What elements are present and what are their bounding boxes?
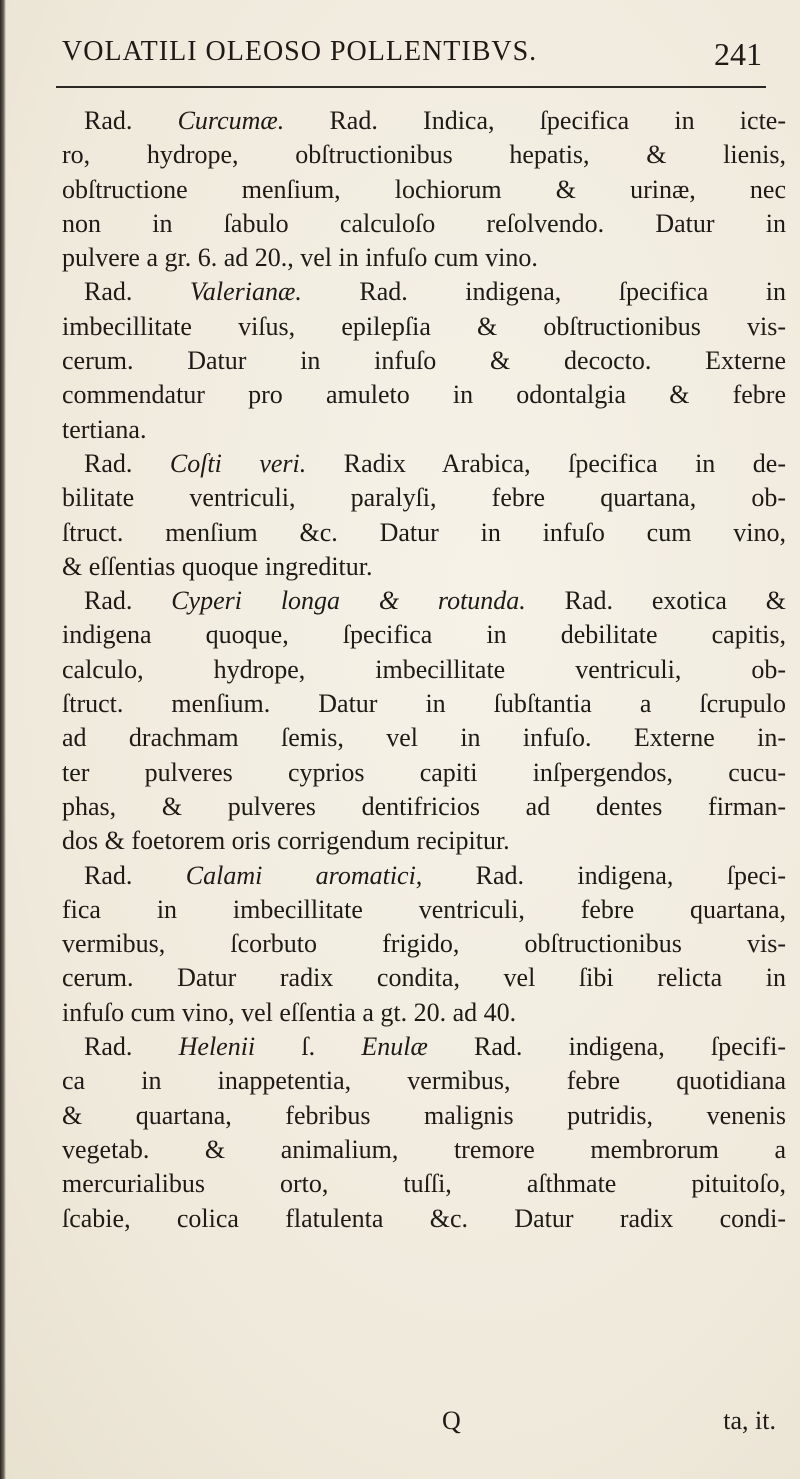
text-line xyxy=(62,584,786,618)
text-run: Rad. xyxy=(84,448,170,478)
header-rule xyxy=(56,86,766,88)
text-run: ſtruct. menſium. Datur in ſubſtantia a ſcrupulo xyxy=(62,689,786,719)
text-run: Rad. xyxy=(84,106,178,135)
text-line xyxy=(62,241,786,275)
italic-term: Helenii xyxy=(178,1032,256,1062)
text-run: imbecillitate viſus, epilepſia & obſtructionibus vis- xyxy=(62,311,786,341)
text-run: ſ. xyxy=(255,1032,362,1062)
text-run: obſtructione menſium, lochiorum & urinæ, nec xyxy=(62,174,786,204)
text-line xyxy=(62,104,786,138)
text-run: ſcabie, colica flatulenta &c. Datur radix condi- xyxy=(62,1203,786,1233)
text-line xyxy=(62,1099,786,1133)
text-line xyxy=(62,790,786,824)
text-run: bilitate ventriculi, paralyſi, febre quartana, ob- xyxy=(62,483,786,513)
text-line xyxy=(62,516,786,550)
text-line xyxy=(62,173,786,207)
text-line xyxy=(62,1202,786,1236)
italic-term: Valerianæ. xyxy=(189,277,302,307)
italic-term: Calami aromatici, xyxy=(185,860,423,890)
page-footer xyxy=(62,1406,786,1440)
italic-term: Enulæ xyxy=(361,1032,428,1062)
text-run: vermibus, ſcorbuto frigido, obſtructionibus vis- xyxy=(62,929,786,959)
catchword: ta, it. xyxy=(723,1406,776,1435)
text-line xyxy=(62,756,786,790)
text-line xyxy=(62,618,786,652)
text-line xyxy=(62,687,786,721)
italic-term: Coſti veri. xyxy=(169,448,307,478)
italic-term: Cyperi longa & rotunda. xyxy=(171,586,526,616)
text-run: ro, hydrope, obſtructionibus hepatis, & lienis, xyxy=(62,140,786,170)
text-line xyxy=(62,859,786,893)
text-run: phas, & pulveres dentifricios ad dentes firman- xyxy=(62,791,786,821)
text-run: Radix Arabica, ſpecifica in de- xyxy=(306,448,786,478)
page-number: 241 xyxy=(714,36,762,72)
page-header xyxy=(62,36,762,80)
text-run: Rad. indigena, ſpeci- xyxy=(422,860,786,890)
text-run: tertiana. xyxy=(62,414,147,444)
text-line xyxy=(62,275,786,309)
text-line xyxy=(62,1133,786,1167)
text-line xyxy=(62,721,786,755)
text-line xyxy=(62,927,786,961)
text-run: vegetab. & animalium, tremore membrorum a xyxy=(62,1134,786,1164)
text-run: ſtruct. menſium &c. Datur in infuſo cum vino, xyxy=(62,517,786,547)
text-run: ad drachmam ſemis, vel in infuſo. Externe in- xyxy=(62,723,786,753)
text-run: calculo, hydrope, imbecillitate ventriculi, ob- xyxy=(62,654,786,684)
text-line xyxy=(62,447,786,481)
text-run: pulvere a gr. 6. ad 20., vel in infuſo cum vino. xyxy=(62,243,538,273)
text-run: Rad. xyxy=(84,1032,179,1062)
text-run: Rad. xyxy=(84,860,186,890)
signature-mark: Q xyxy=(442,1406,461,1435)
text-run: Rad. xyxy=(84,277,190,307)
text-line xyxy=(62,378,786,412)
text-run: ter pulveres cyprios capiti inſpergendos, cucu- xyxy=(62,757,786,787)
text-run: Rad. indigena, ſpecifi- xyxy=(427,1032,786,1062)
text-run: & eſſentias quoque ingreditur. xyxy=(62,551,373,581)
text-line xyxy=(62,344,786,378)
text-line xyxy=(62,996,786,1030)
text-line xyxy=(62,310,786,344)
text-line xyxy=(62,550,786,584)
text-line xyxy=(62,1167,786,1201)
text-run: non in ſabulo calculoſo reſolvendo. Datur in xyxy=(62,208,786,238)
text-run: cerum. Datur in infuſo & decocto. Externe xyxy=(62,346,786,376)
text-line xyxy=(62,893,786,927)
text-run: fica in imbecillitate ventriculi, febre quartana, xyxy=(62,894,786,924)
text-run: Rad. Indica, ſpecifica in icte- xyxy=(284,106,786,135)
text-run: indigena quoque, ſpecifica in debilitate capitis, xyxy=(62,620,786,650)
text-line xyxy=(62,207,786,241)
text-run: commendatur pro amuleto in odontalgia & febre xyxy=(62,380,786,410)
text-line xyxy=(62,413,786,447)
text-line xyxy=(62,824,786,858)
text-run: Rad. exotica & xyxy=(525,586,786,616)
text-run: ca in inappetentia, vermibus, febre quotidiana xyxy=(62,1066,786,1096)
italic-term: Curcumæ. xyxy=(177,106,285,135)
text-run: infuſo cum vino, vel eſſentia a gt. 20. ad 40. xyxy=(62,997,517,1027)
text-line xyxy=(62,1030,786,1064)
text-run: mercurialibus orto, tuſſi, aſthmate pituitoſo, xyxy=(62,1169,786,1199)
text-line xyxy=(62,961,786,995)
text-run: dos & foetorem oris corrigendum recipitur. xyxy=(62,826,510,856)
running-head: VOLATILI OLEOSO POLLENTIBVS. xyxy=(62,36,538,67)
text-run: & quartana, febribus malignis putridis, venenis xyxy=(62,1100,786,1130)
text-run: Rad. xyxy=(84,586,172,616)
text-line xyxy=(62,1064,786,1098)
page-edge-shadow xyxy=(0,0,6,1479)
text-line xyxy=(62,653,786,687)
text-run: Rad. indigena, ſpecifica in xyxy=(301,277,786,307)
text-run: cerum. Datur radix condita, vel ſibi relicta in xyxy=(62,963,786,993)
text-line xyxy=(62,481,786,515)
text-line xyxy=(62,138,786,172)
body-text xyxy=(62,104,786,1236)
